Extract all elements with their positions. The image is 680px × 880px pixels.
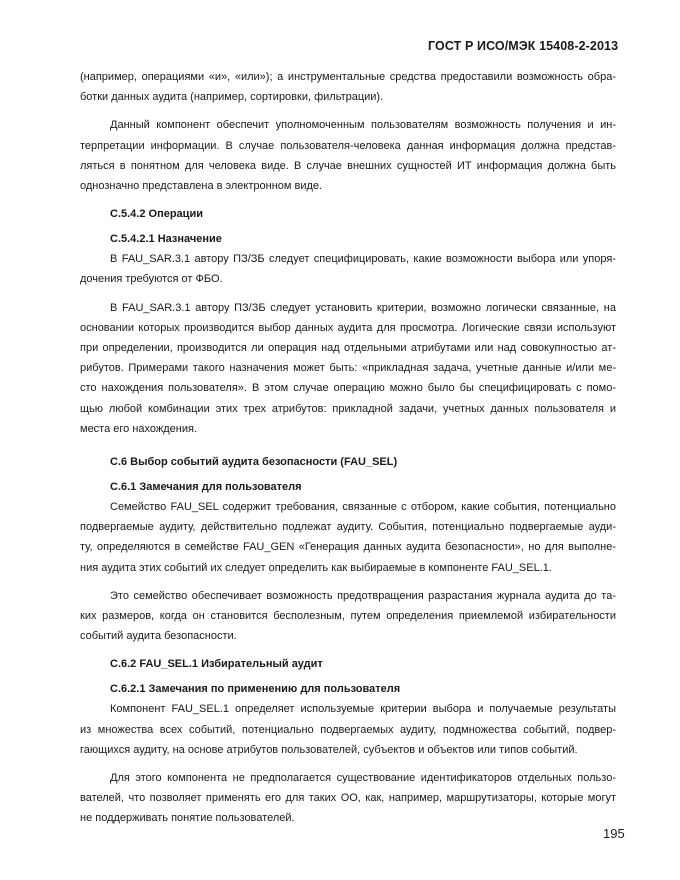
paragraph	[80, 699, 616, 760]
text-line: сто нахождения пользователя». В этом случае операцию можно было бы специфицировать с помо-	[80, 382, 616, 395]
text-line: В FAU_SAR.3.1 автору ПЗ/ЗБ следует специфицировать, какие возможности выбора или упоря-	[110, 253, 616, 266]
text-line: щью любой комбинации этих трех атрибутов: прикладной задачи, учетных данных пользователя и	[80, 402, 616, 415]
text-line: гающихся аудиту, на основе атрибутов пользователей, субъектов и объектов или типов событий.	[80, 743, 578, 756]
paragraph	[80, 298, 616, 439]
section-heading: С.6.2.1 Замечания по применению для пользователя	[110, 683, 401, 696]
paragraph-continuation	[80, 67, 616, 107]
page-number: 195	[603, 826, 625, 841]
paragraph	[80, 586, 616, 647]
text-line: Семейство FAU_SEL содержит требования, связанные с отбором, какие события, потенциально	[110, 501, 616, 514]
text-line: ботки данных аудита (например, сортировки, фильтрации).	[80, 91, 384, 104]
text-line: ния аудита этих событий их следует определить как выбираемые в компоненте FAU_SEL.1.	[80, 561, 552, 574]
text-line: ляться в понятном для человека виде. В случае внешних сущностей ИТ информация должна быть	[80, 159, 616, 172]
text-line: Компонент FAU_SEL.1 определяет используемые критерии выбора и получаемые результаты	[110, 703, 616, 716]
text-line: места его нахождения.	[80, 422, 198, 435]
text-line: основании которых производится выбор данных аудита для просмотра. Логические связи используют	[80, 321, 616, 334]
text-line: из множества всех событий, потенциально подвергаемых аудиту, подмножества событий, подвер-	[80, 723, 616, 736]
text-line: Это семейство обеспечивает возможность предотвращения разрастания журнала аудита до та-	[110, 589, 616, 602]
paragraph	[80, 249, 616, 289]
section-heading: С.5.4.2.1 Назначение	[110, 233, 222, 246]
text-line: терпретации информации. В случае пользователя-человека данная информация должна представ-	[80, 139, 616, 152]
section-heading: С.6.2 FAU_SEL.1 Избирательный аудит	[110, 658, 323, 671]
paragraph	[80, 768, 616, 829]
text-line: Для этого компонента не предполагается существование идентификаторов отдельных пользо-	[110, 772, 616, 785]
text-line: событий аудита безопасности.	[80, 630, 237, 643]
text-line: Данный компонент обеспечит уполномоченным пользователям возможность получения и ин-	[110, 119, 616, 132]
text-line: (например, операциями «и», «или»); а инструментальные средства предоставили возможность обра-	[80, 71, 616, 83]
document-header: ГОСТ Р ИСО/МЭК 15408-2-2013	[428, 39, 619, 53]
section-heading: С.6.1 Замечания для пользователя	[110, 481, 302, 494]
text-line: рибутов. Примерами такого назначения может быть: «прикладная задача, учетные данные и/или ме-	[80, 362, 616, 375]
text-line: не поддерживать понятие пользователей.	[80, 812, 295, 825]
text-line: В FAU_SAR.3.1 автору ПЗ/ЗБ следует установить критерии, возможно логически связанные, на	[110, 301, 616, 314]
text-line: вателей, что позволяет применять его для таких ОО, как, например, маршрутизаторы, которые могут	[80, 792, 616, 805]
section-heading: С.6 Выбор событий аудита безопасности (FAU_SEL)	[110, 456, 398, 469]
paragraph	[80, 497, 616, 578]
text-line: ких размеров, когда он становится бесполезным, путем определения приемлемой избирательности	[80, 610, 616, 623]
text-line: при определении, производится ли операция над отдельными атрибутами или над совокупностью ат-	[80, 342, 616, 355]
text-line: дочения требуются от ФБО.	[80, 273, 223, 286]
paragraph	[80, 115, 616, 196]
page-body	[80, 67, 616, 829]
text-line: подвергаемые аудиту, действительно подлежат аудиту. События, потенциально подвергаемые ауди-	[80, 521, 616, 534]
section-heading: С.5.4.2 Операции	[110, 208, 203, 221]
text-line: однозначно представлена в электронном виде.	[80, 180, 323, 193]
text-line: ту, определяются в семействе FAU_GEN «Генерация данных аудита безопасности», но для выполне-	[80, 541, 616, 554]
